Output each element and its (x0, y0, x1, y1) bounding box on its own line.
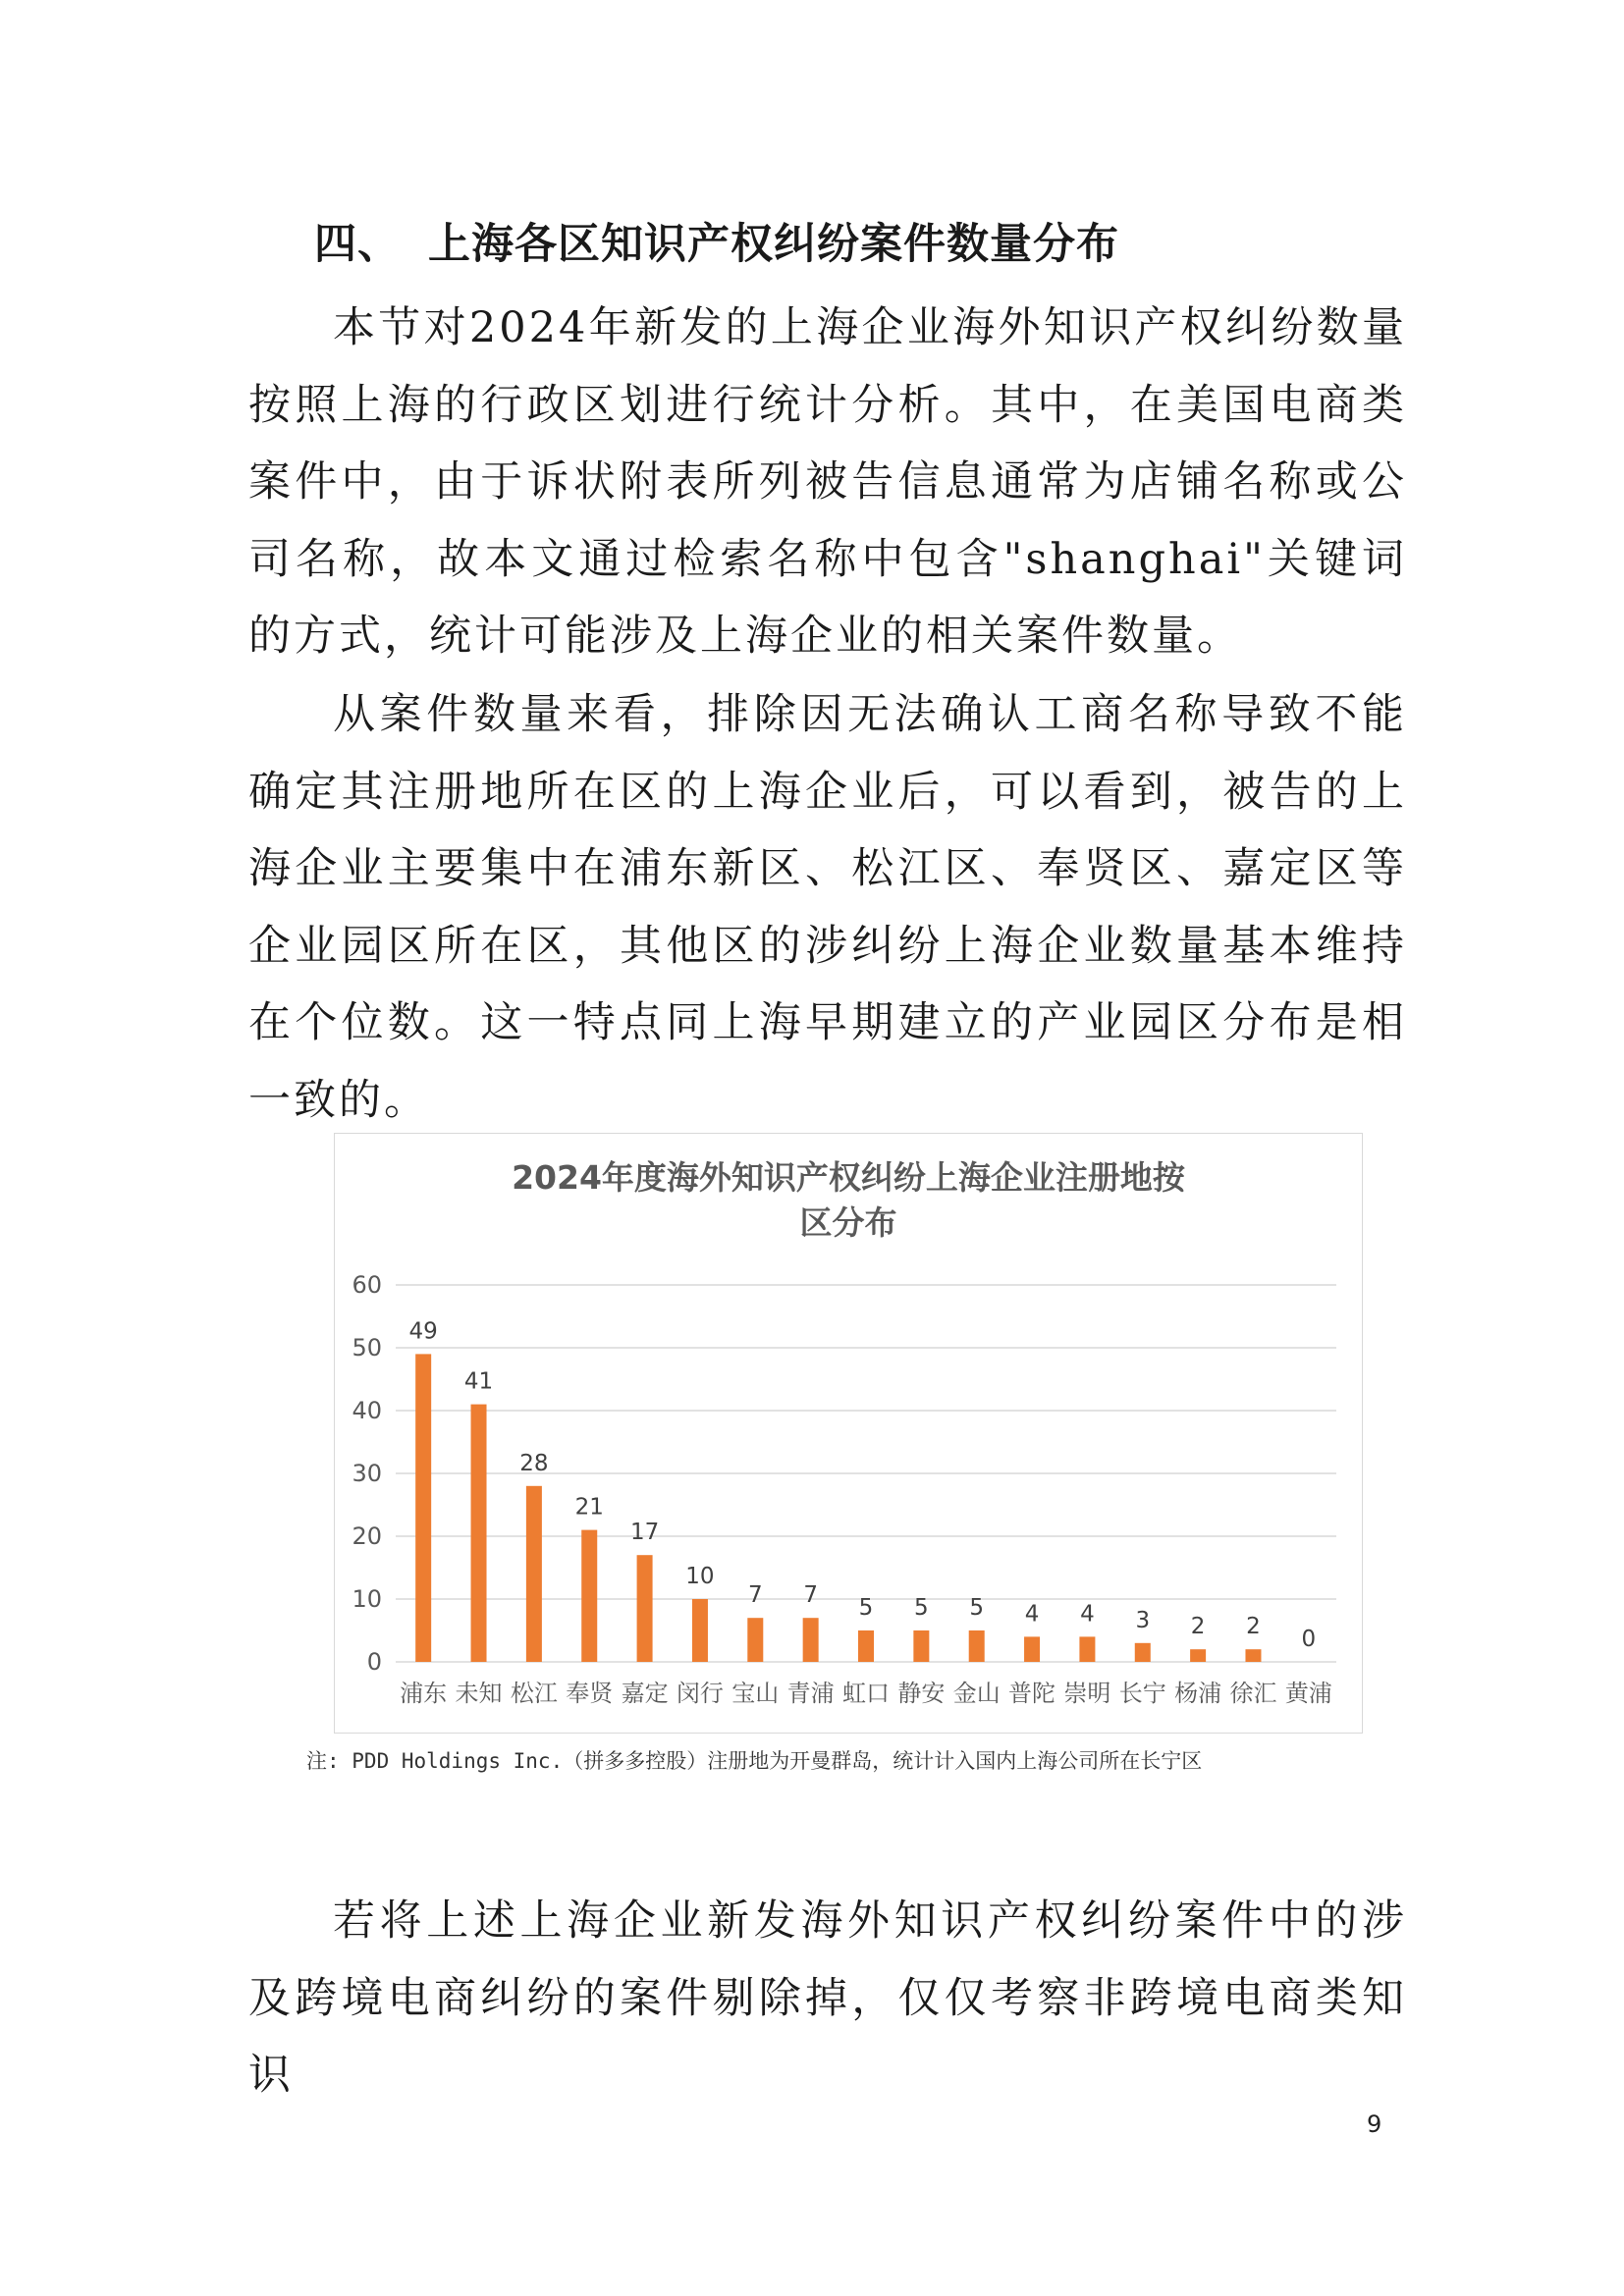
y-tick-label-40: 40 (352, 1397, 382, 1424)
y-tick-label-50: 50 (352, 1334, 382, 1362)
bar-未知 (471, 1405, 487, 1662)
bar-chart (334, 1133, 1363, 1734)
y-tick-label-30: 30 (352, 1460, 382, 1487)
x-tick-label-长宁: 长宁 (1118, 1680, 1166, 1707)
data-label-徐汇: 2 (1246, 1614, 1261, 1640)
section-title: 上海各区知识产权纠纷案件数量分布 (428, 220, 1119, 269)
x-tick-label-徐汇: 徐汇 (1229, 1680, 1277, 1707)
x-tick-label-金山: 金山 (952, 1680, 1001, 1707)
bar-长宁 (1135, 1643, 1151, 1662)
section-number: 四、 (314, 220, 401, 269)
bar-普陀 (1024, 1636, 1040, 1662)
chart-title-line-2: 区分布 (799, 1203, 897, 1242)
data-label-浦东: 49 (408, 1318, 438, 1345)
data-label-静安: 5 (914, 1595, 929, 1621)
bar-徐汇 (1245, 1649, 1261, 1662)
x-tick-label-青浦: 青浦 (786, 1680, 835, 1707)
bar-静安 (913, 1630, 929, 1662)
bar-青浦 (803, 1618, 819, 1662)
x-tick-label-未知: 未知 (455, 1680, 503, 1707)
bar-松江 (526, 1486, 542, 1662)
chart-x-axis (400, 1680, 1332, 1707)
bar-杨浦 (1190, 1649, 1206, 1662)
x-tick-label-浦东: 浦东 (400, 1680, 448, 1707)
data-label-宝山: 7 (747, 1582, 763, 1609)
bar-虹口 (858, 1630, 874, 1662)
bar-闵行 (692, 1599, 708, 1662)
x-tick-label-嘉定: 嘉定 (621, 1680, 669, 1707)
x-tick-label-静安: 静安 (897, 1680, 946, 1707)
x-tick-label-奉贤: 奉贤 (566, 1680, 614, 1707)
data-label-未知: 41 (463, 1368, 494, 1395)
data-label-虹口: 5 (858, 1595, 874, 1621)
data-label-杨浦: 2 (1190, 1614, 1206, 1640)
bar-嘉定 (637, 1555, 653, 1662)
chart-note: 注: PDD Holdings Inc.（拼多多控股）注册地为开曼群岛，统计计入国内上海公司所在长宁区 (306, 1749, 1203, 1773)
paragraph-analysis: 从案件数量来看，排除因无法确认工商名称导致不能确定其注册地所在区的上海企业后，可以看到，被告的上海企业主要集中在浦东新区、松江区、奉贤区、嘉定区等企业园区所在区，其他区的涉纠纷上海企业数量基本维持在个位数。这一特点同上海早期建立的产业园区分布是相一致的。 (248, 690, 1407, 1125)
data-label-松江: 28 (519, 1450, 549, 1476)
data-label-金山: 5 (969, 1595, 985, 1621)
bar-宝山 (747, 1618, 763, 1662)
x-tick-label-松江: 松江 (510, 1680, 558, 1707)
bar-金山 (969, 1630, 985, 1662)
bar-chart-svg (335, 1134, 1362, 1733)
y-tick-label-10: 10 (352, 1585, 382, 1613)
page-number: 9 (1367, 2110, 1382, 2138)
section-heading (314, 211, 1119, 271)
chart-y-axis (352, 1271, 382, 1676)
paragraph-continuation: 若将上述上海企业新发海外知识产权纠纷案件中的涉及跨境电商纠纷的案件剔除掉，仅仅考察非跨境电商类知识 (248, 1896, 1407, 2100)
data-label-崇明: 4 (1080, 1601, 1095, 1628)
chart-bars (415, 1354, 1261, 1662)
x-tick-label-虹口: 虹口 (842, 1680, 890, 1707)
data-label-奉贤: 21 (574, 1494, 604, 1521)
y-tick-label-0: 0 (366, 1648, 382, 1676)
paragraph-intro: 本节对2024年新发的上海企业海外知识产权纠纷数量按照上海的行政区划进行统计分析。其中，在美国电商类案件中，由于诉状附表所列被告信息通常为店铺名称或公司名称，故本文通过检索名称中包含"shanghai"关键词的方式，统计可能涉及上海企业的相关案件数量。 (248, 303, 1407, 661)
y-tick-label-60: 60 (352, 1271, 382, 1299)
chart-title-line-1: 2024年度海外知识产权纠纷上海企业注册地按 (512, 1158, 1185, 1197)
chart-data-labels (409, 1318, 1317, 1652)
x-tick-label-宝山: 宝山 (731, 1680, 780, 1707)
data-label-嘉定: 17 (629, 1520, 660, 1546)
data-label-普陀: 4 (1024, 1601, 1040, 1628)
bar-浦东 (415, 1354, 431, 1662)
x-tick-label-闵行: 闵行 (676, 1680, 724, 1707)
x-tick-label-黄浦: 黄浦 (1284, 1680, 1332, 1707)
x-tick-label-普陀: 普陀 (1008, 1680, 1056, 1707)
bar-崇明 (1079, 1636, 1095, 1662)
data-label-青浦: 7 (803, 1582, 818, 1609)
y-tick-label-20: 20 (352, 1522, 382, 1550)
data-label-闵行: 10 (685, 1564, 715, 1589)
bar-奉贤 (581, 1530, 597, 1662)
x-tick-label-杨浦: 杨浦 (1174, 1680, 1222, 1707)
data-label-长宁: 3 (1135, 1607, 1151, 1633)
data-label-黄浦: 0 (1301, 1627, 1317, 1652)
x-tick-label-崇明: 崇明 (1063, 1680, 1111, 1707)
